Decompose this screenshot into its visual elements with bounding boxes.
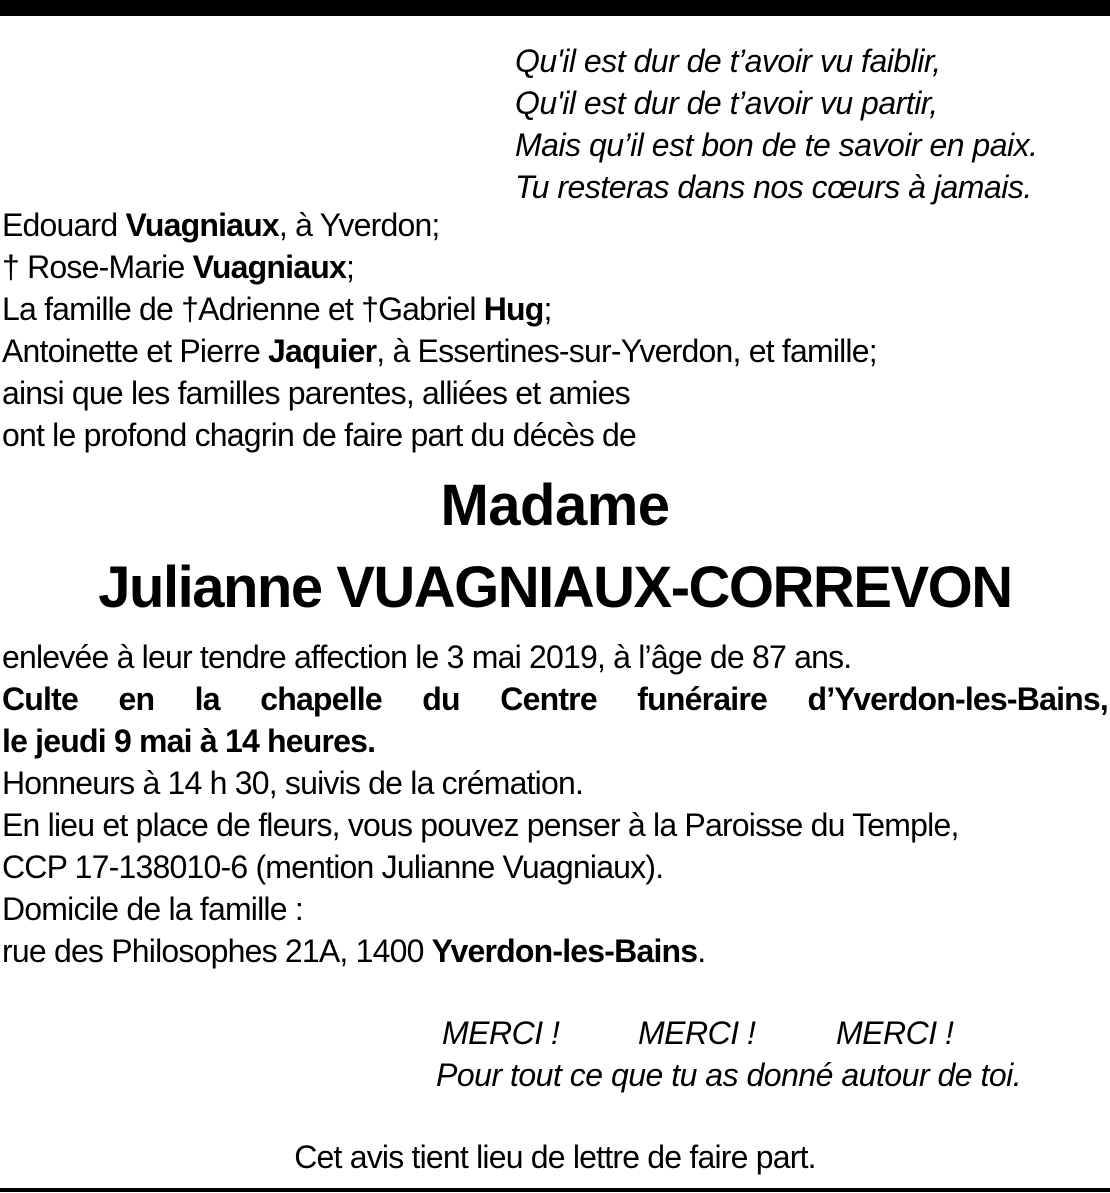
family-line: ont le profond chagrin de faire part du décès de	[2, 417, 637, 453]
poem-line: Mais qu’il est bon de te savoir en paix.	[515, 127, 1038, 163]
merci-word: MERCI !	[836, 1015, 954, 1051]
bottom-rule	[0, 1188, 1110, 1192]
merci-thanks: Pour tout ce que tu as donné autour de toi.	[436, 1057, 1022, 1093]
merci-row	[442, 1012, 953, 1054]
service-date: le jeudi 9 mai à 14 heures.	[2, 723, 376, 759]
honors-line: Honneurs à 14 h 30, suivis de la crémation.	[2, 765, 584, 801]
address-street: rue des Philosophes 21A, 1400	[2, 933, 432, 969]
flowers-line: En lieu et place de fleurs, vous pouvez penser à la Paroisse du Temple,	[2, 807, 959, 843]
family-text: † Rose-Marie	[2, 249, 193, 285]
poem-line: Qu'il est dur de t’avoir vu faiblir,	[515, 43, 941, 79]
family-text: ;	[346, 249, 355, 285]
family-line	[2, 204, 877, 246]
merci-row-block	[442, 1012, 953, 1054]
ccp-line: CCP 17-138010-6 (mention Julianne Vuagniaux).	[2, 849, 664, 885]
poem-line: Tu resteras dans nos cœurs à jamais.	[515, 169, 1032, 205]
address-city: Yverdon-les-Bains	[431, 933, 698, 969]
family-text: ;	[543, 291, 552, 327]
family-text: Edouard	[2, 207, 126, 243]
domicile-label: Domicile de la famille :	[2, 891, 303, 927]
family-line	[2, 330, 877, 372]
family-line	[2, 246, 877, 288]
footer-note: Cet avis tient lieu de lettre de faire part.	[294, 1139, 816, 1175]
family-surname: Vuagniaux	[192, 249, 346, 285]
family-list	[2, 204, 877, 456]
family-line: ainsi que les familles parentes, alliées et amies	[2, 375, 630, 411]
address-line	[2, 930, 1108, 972]
merci-word: MERCI !	[442, 1015, 560, 1051]
poem-line: Qu'il est dur de t’avoir vu partir,	[515, 85, 938, 121]
family-text: La famille de †Adrienne et †Gabriel	[2, 291, 484, 327]
family-surname: Jaquier	[268, 333, 377, 369]
details	[2, 636, 1108, 972]
death-date-line: enlevée à leur tendre affection le 3 mai 2019, à l’âge de 87 ans.	[2, 639, 852, 675]
top-rule	[0, 0, 1110, 16]
address-punct: .	[697, 933, 706, 969]
family-surname: Vuagniaux	[125, 207, 279, 243]
deceased-title: Madame	[440, 473, 670, 538]
family-text: , à Yverdon;	[278, 207, 440, 243]
merci-word: MERCI !	[638, 1015, 756, 1051]
deceased-name: Julianne VUAGNIAUX-CORREVON	[98, 555, 1012, 620]
family-text: , à Essertines-sur-Yverdon, et famille;	[376, 333, 877, 369]
service-location: Culte en la chapelle du Centre funéraire d’Yverdon-les-Bains,	[2, 681, 1108, 717]
family-surname: Hug	[483, 291, 544, 327]
family-text: Antoinette et Pierre	[2, 333, 269, 369]
poem	[515, 40, 1038, 208]
family-line	[2, 288, 877, 330]
